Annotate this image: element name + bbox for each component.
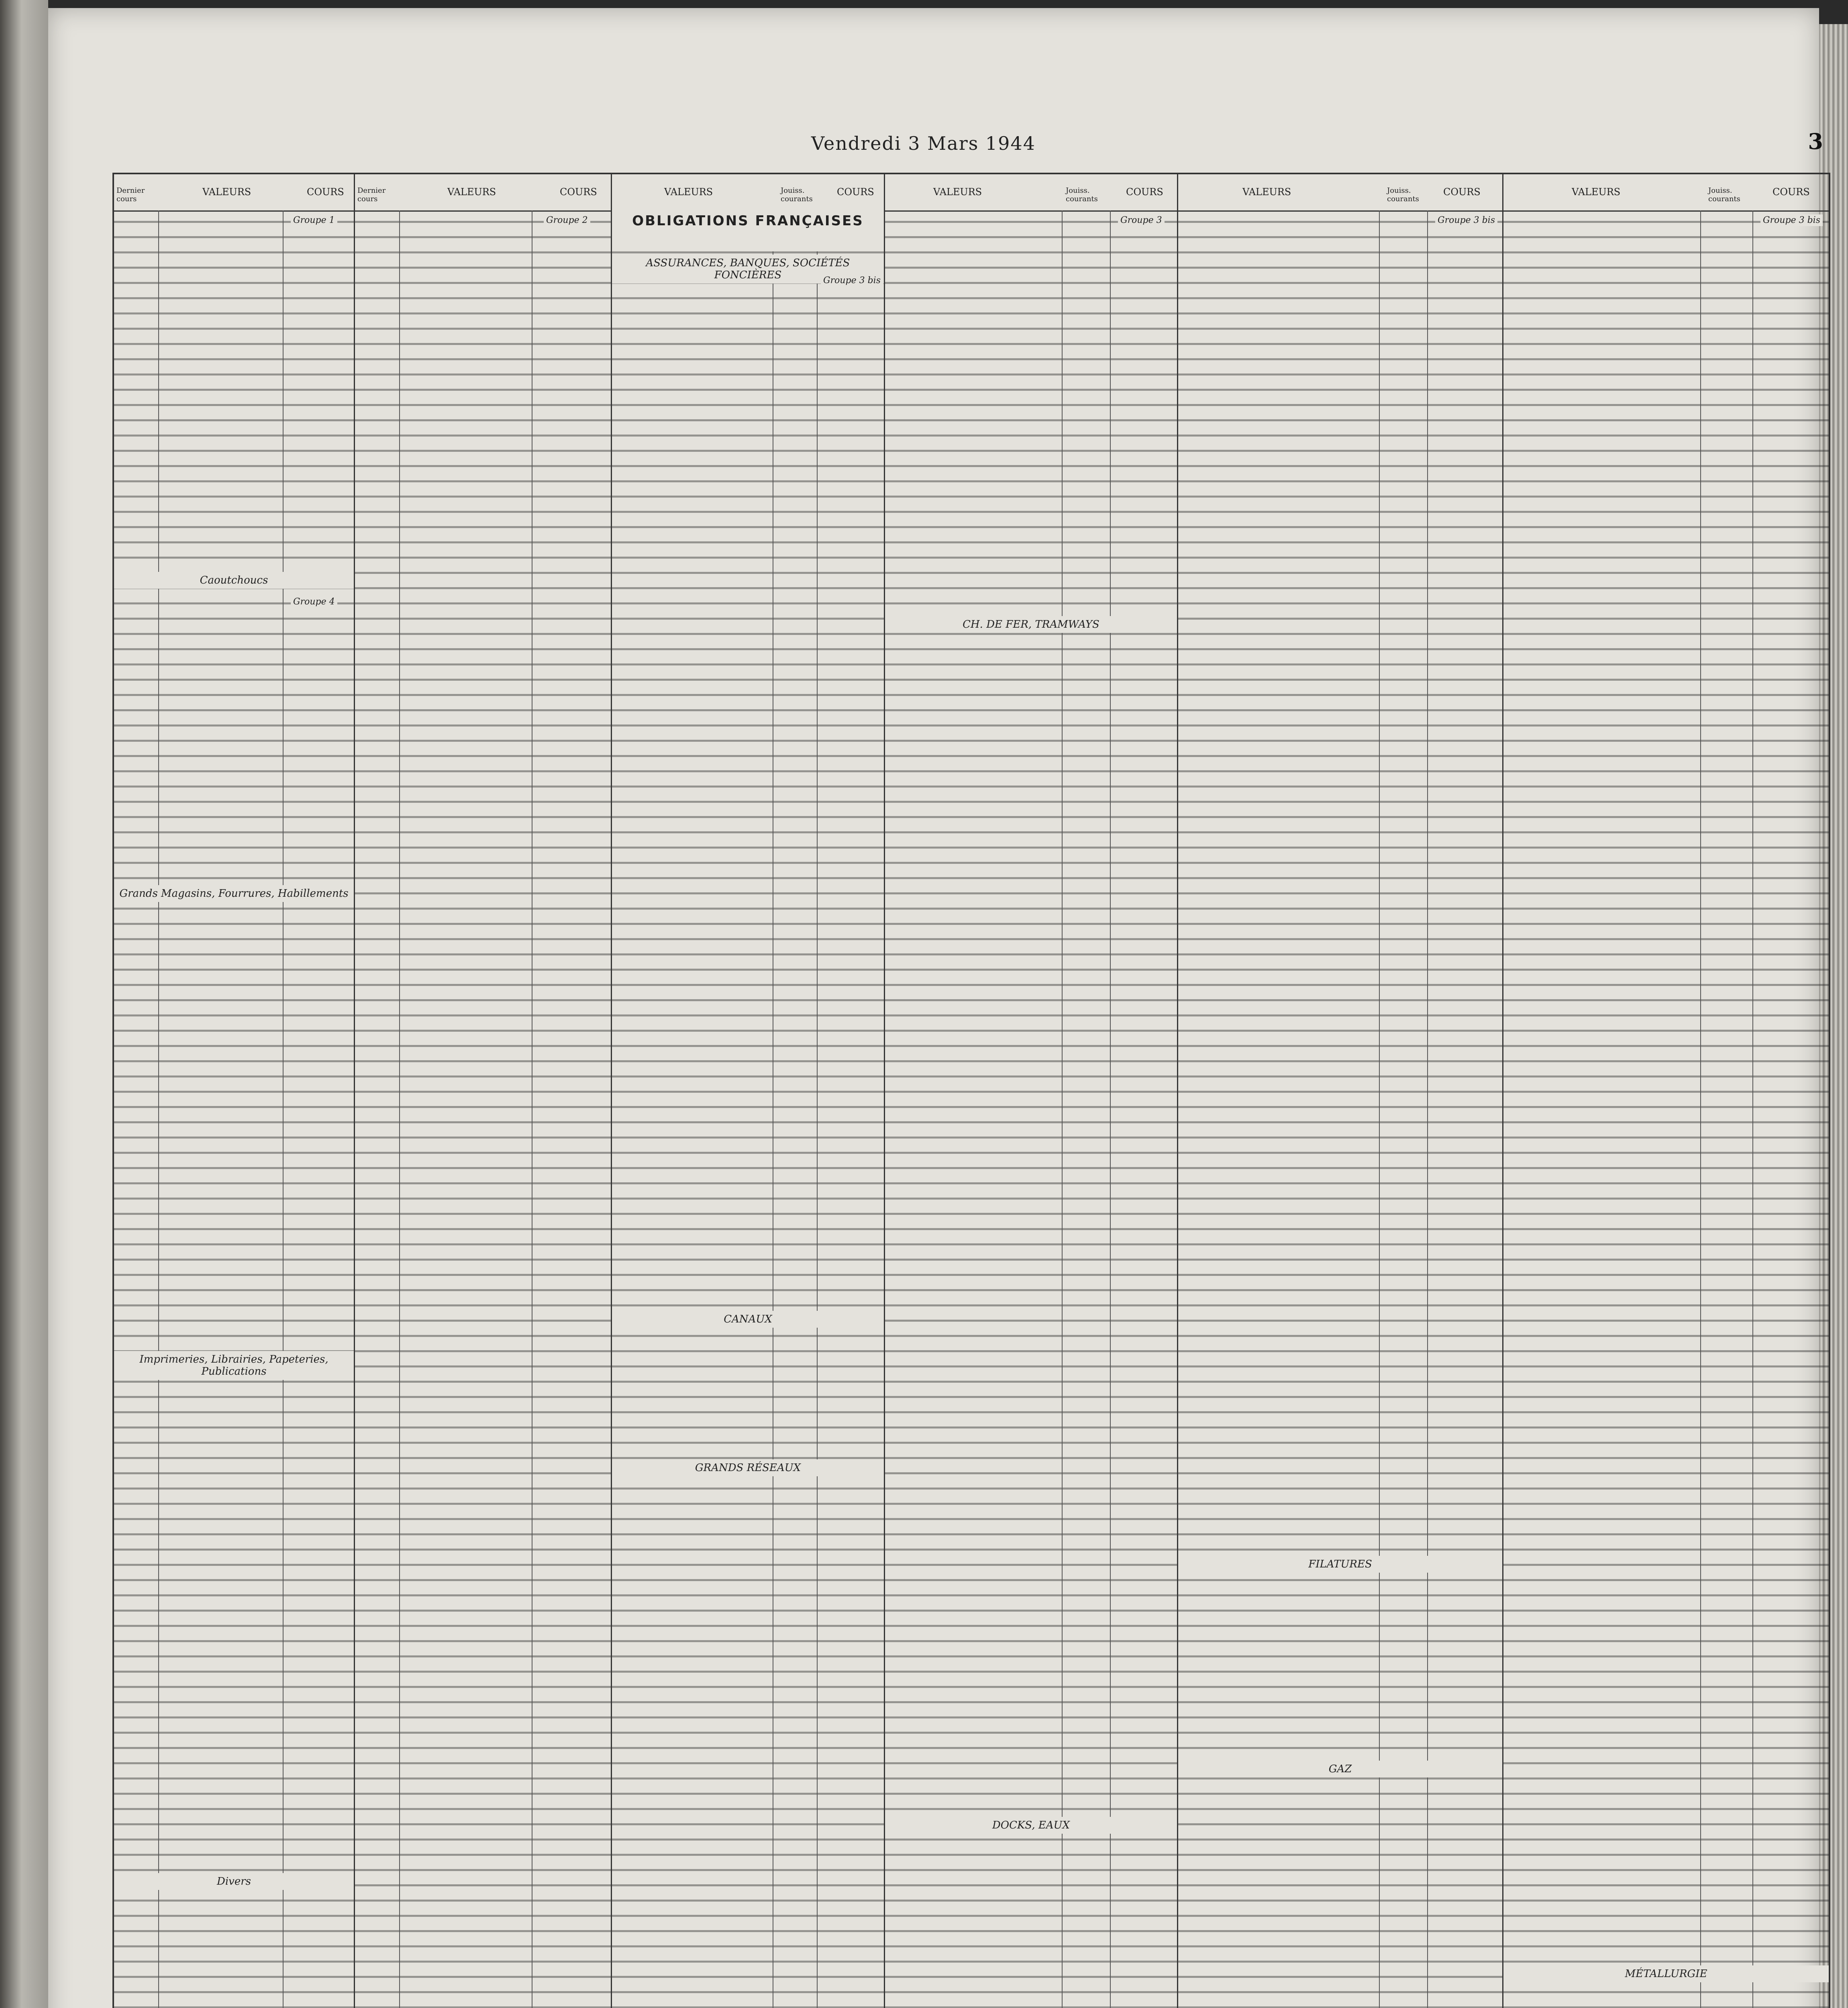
page-date: Vendredi 3 Mars 1944 (811, 133, 1036, 154)
section-title: GAZ (1178, 1761, 1502, 1777)
listing-column-5 (1178, 174, 1503, 2008)
listing-column-4 (885, 174, 1178, 2008)
listing-column-3 (612, 174, 885, 2008)
column-divider (283, 210, 284, 2008)
column-header (885, 174, 1177, 212)
group-label: Groupe 3 (1118, 214, 1165, 226)
column-divider (1700, 210, 1701, 2008)
column-divider (158, 210, 159, 2008)
page-header (96, 129, 1823, 165)
section-title: CANAUX (612, 1311, 884, 1328)
previous-page-edge (0, 0, 48, 2008)
column-header (612, 174, 884, 212)
listing-column-6 (1503, 174, 1829, 2008)
header-jouissance: Jouiss. courants (1708, 186, 1740, 203)
column-header (355, 174, 611, 212)
section-title: OBLIGATIONS FRANÇAISES (612, 210, 884, 251)
header-values: VALEURS (1572, 186, 1621, 198)
header-last-price: Dernier cours (357, 186, 386, 203)
header-last-price: Dernier cours (116, 186, 145, 203)
column-body (355, 210, 611, 2008)
header-price: COURS (307, 186, 344, 198)
group-label: Groupe 3 bis (1760, 214, 1823, 226)
section-title: DOCKS, EAUX (885, 1817, 1177, 1834)
section-title: ASSURANCES, BANQUES, SOCIÉTÉS FONCIÈRES (612, 255, 884, 284)
section-title: MÉTALLURGIE (1503, 1965, 1829, 1982)
section-title: FILATURES (1178, 1556, 1502, 1573)
group-label: Groupe 1 (291, 214, 337, 226)
listing-column-1 (114, 174, 355, 2008)
section-title: Imprimeries, Librairies, Papeteries, Publications (114, 1351, 354, 1380)
column-divider (1110, 210, 1111, 2008)
column-divider (1062, 210, 1063, 2008)
page-number: 3 (1808, 129, 1823, 154)
header-values: VALEURS (664, 186, 713, 198)
listing-column-2 (355, 174, 612, 2008)
column-header (1503, 174, 1829, 212)
column-header (1178, 174, 1502, 212)
header-values: VALEURS (933, 186, 982, 198)
column-body (612, 210, 884, 2008)
section-title: Grands Magasins, Fourrures, Habillements (114, 885, 354, 902)
column-body (885, 210, 1177, 2008)
header-price: COURS (1773, 186, 1810, 198)
section-title: CH. DE FER, TRAMWAYS (885, 616, 1177, 633)
header-price: COURS (560, 186, 597, 198)
header-price: COURS (837, 186, 874, 198)
column-divider (399, 210, 400, 2008)
section-title: Caoutchoucs (114, 572, 354, 589)
header-values: VALEURS (202, 186, 251, 198)
column-divider (1427, 210, 1428, 2008)
header-values: VALEURS (447, 186, 496, 198)
header-values: VALEURS (1242, 186, 1291, 198)
column-header (114, 174, 354, 212)
header-jouissance: Jouiss. courants (781, 186, 813, 203)
column-divider (1752, 210, 1753, 2008)
stock-listing-table (112, 173, 1830, 2008)
header-jouissance: Jouiss. courants (1066, 186, 1098, 203)
column-body (1503, 210, 1829, 2008)
group-label: Groupe 3 bis (821, 275, 883, 286)
column-body (1178, 210, 1502, 2008)
group-label: Groupe 3 bis (1435, 214, 1497, 226)
column-divider (1379, 210, 1380, 2008)
header-price: COURS (1443, 186, 1481, 198)
column-body (114, 210, 354, 2008)
header-price: COURS (1126, 186, 1163, 198)
section-title: GRANDS RÉSEAUX (612, 1459, 884, 1476)
section-title: Divers (114, 1873, 354, 1890)
group-label: Groupe 4 (291, 596, 337, 608)
header-jouissance: Jouiss. courants (1387, 186, 1419, 203)
group-label: Groupe 2 (544, 214, 590, 226)
column-divider (817, 210, 818, 2008)
